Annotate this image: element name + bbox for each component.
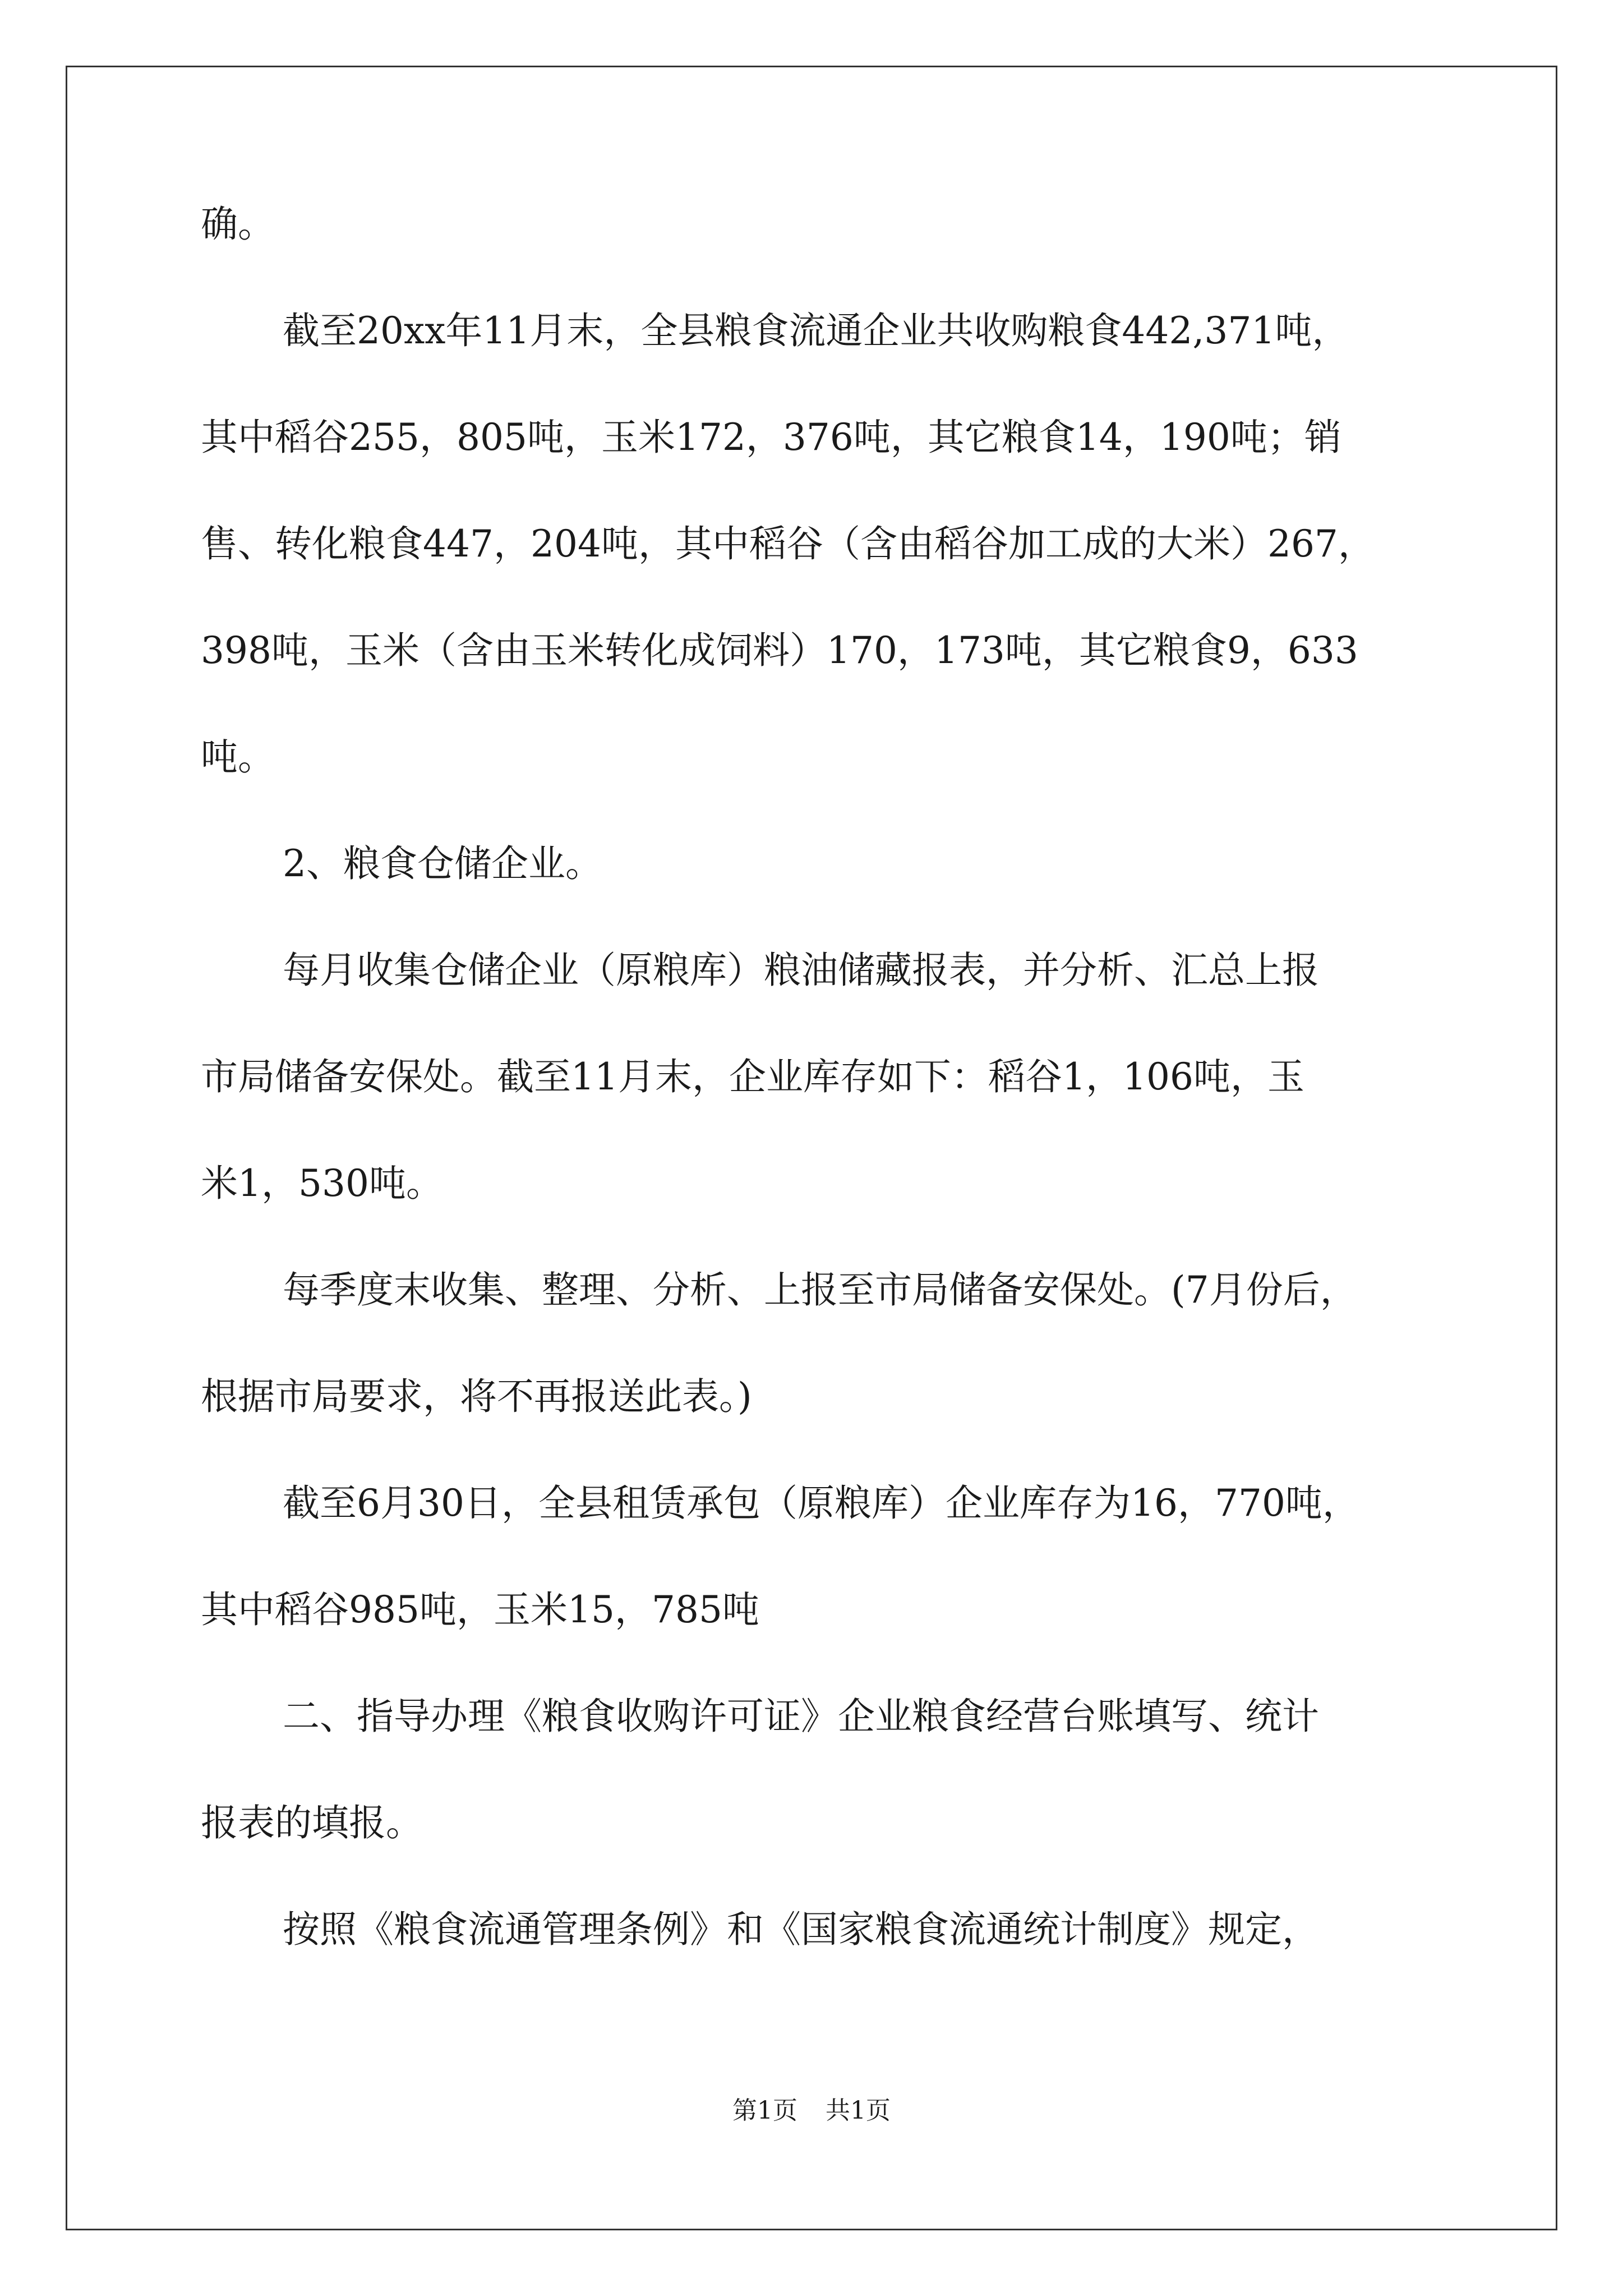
paragraph-line: 398吨，玉米（含由玉米转化成饲料）170，173吨，其它粮食9，633 [201, 629, 1358, 672]
paragraph-line: 售、转化粮食447，204吨，其中稻谷（含由稻谷加工成的大米）267， [201, 522, 1375, 565]
paragraph-line: 每月收集仓储企业（原粮库）粮油储藏报表，并分析、汇总上报 [283, 949, 1319, 992]
section-heading: 2、粮食仓储企业。 [283, 842, 602, 885]
paragraph-line: 根据市局要求，将不再报送此表。) [201, 1375, 752, 1418]
page-number: 第1页 [732, 2096, 797, 2125]
paragraph-line: 确。 [201, 203, 275, 246]
paragraph-line: 吨。 [201, 735, 275, 779]
paragraph-line: 市局储备安保处。截至11月末，企业库存如下：稻谷1，106吨，玉 [201, 1055, 1304, 1098]
page-footer [0, 2095, 1623, 2127]
page-total: 共1页 [826, 2096, 891, 2125]
page-frame [66, 66, 1557, 2230]
paragraph-line: 截至20xx年11月末，全县粮食流通企业共收购粮食442,371吨， [283, 309, 1349, 352]
paragraph-line: 每季度末收集、整理、分析、上报至市局储备安保处。(7月份后， [283, 1268, 1357, 1312]
section-heading: 二、指导办理《粮食收购许可证》企业粮食经营台账填写、统计 [283, 1695, 1319, 1738]
paragraph-line: 其中稻谷985吨，玉米15，785吨 [201, 1588, 759, 1631]
paragraph-line: 其中稻谷255，805吨，玉米172，376吨，其它粮食14，190吨；销 [201, 416, 1341, 459]
paragraph-line: 截至6月30日，全县租赁承包（原粮库）企业库存为16，770吨， [283, 1481, 1359, 1525]
paragraph-line: 按照《粮食流通管理条例》和《国家粮食流通统计制度》规定， [283, 1908, 1319, 1951]
section-heading: 报表的填报。 [201, 1801, 423, 1844]
paragraph-line: 米1，530吨。 [201, 1162, 443, 1205]
